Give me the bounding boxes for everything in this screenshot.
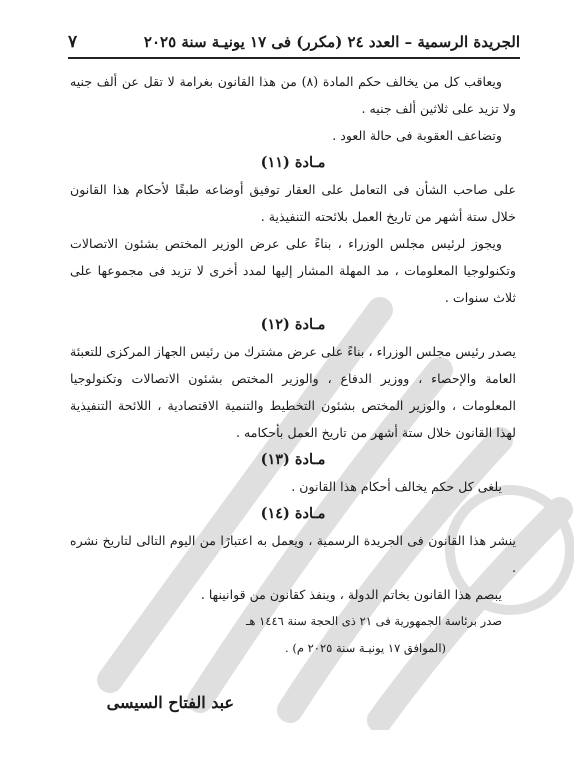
article-11-paragraph: ويجوز لرئيس مجلس الوزراء ، بناءً على عرض الوزير المختص بشئون الاتصالات وتكنولوجيا المعلومات ، مد المهلة المشار إليها لمدد أخرى لا تزيد فى مجموعها على ثلاث سنوات .	[70, 236, 516, 305]
article-11-paragraph: على صاحب الشأن فى التعامل على العقار توفيق أوضاعه طبقًا لأحكام هذا القانون خلال ستة أشهر من تاريخ العمل بلائحته التنفيذية .	[70, 182, 516, 224]
issue-date-gregorian: (الموافق ١٧ يونيـة سنة ٢٠٢٥ م) .	[285, 641, 446, 655]
page-header	[68, 27, 520, 59]
article-14-heading: مـادة (١٤)	[260, 505, 326, 522]
issue-date-hijri: صدر برئاسة الجمهورية فى ٢١ ذى الحجة سنة ١٤٤٦ هـ	[246, 614, 502, 628]
gazette-issue-title: الجريدة الرسمية – العدد ٢٤ (مكرر) فى ١٧ يونيـة سنة ٢٠٢٥	[143, 33, 520, 51]
page-number: ٧	[68, 32, 78, 52]
article-13-heading: مـادة (١٣)	[260, 451, 326, 468]
article-12-heading: مـادة (١٢)	[260, 316, 326, 333]
article-14-paragraph: ينشر هذا القانون فى الجريدة الرسمية ، ويعمل به اعتبارًا من اليوم التالى لتاريخ نشره .	[70, 533, 516, 575]
article-13-paragraph: يلغى كل حكم يخالف أحكام هذا القانون .	[291, 479, 502, 494]
seal-statement: يبصم هذا القانون بخاتم الدولة ، وينفذ كقانون من قوانينها .	[200, 587, 502, 602]
article-12-paragraph: يصدر رئيس مجلس الوزراء ، بناءً على عرض مشترك من رئيس الجهاز المركزى للتعبئة العامة والإحصاء ، ووزير الدفاع ، والوزير المختص بشئون الاتصالات وتكنولوجيا المعلومات ، والوزير المختص بشئون التخطيط والتنمية الاقتصادية ، اللائحة التنفيذية لهذا القانون خلال ستة أشهر من تاريخ العمل بأحكامه .	[70, 344, 516, 440]
president-signature: عبد الفتاح السيسى	[106, 693, 234, 712]
article-11-heading: مـادة (١١)	[260, 154, 326, 171]
penalty-paragraph: ويعاقب كل من يخالف حكم المادة (٨) من هذا القانون بغرامة لا تقل عن ألف جنيه ولا تزيد على ثلاثين ألف جنيه .	[70, 74, 516, 116]
document-body	[70, 68, 516, 662]
repeat-offense-paragraph: وتضاعف العقوبة فى حالة العود .	[332, 128, 502, 143]
